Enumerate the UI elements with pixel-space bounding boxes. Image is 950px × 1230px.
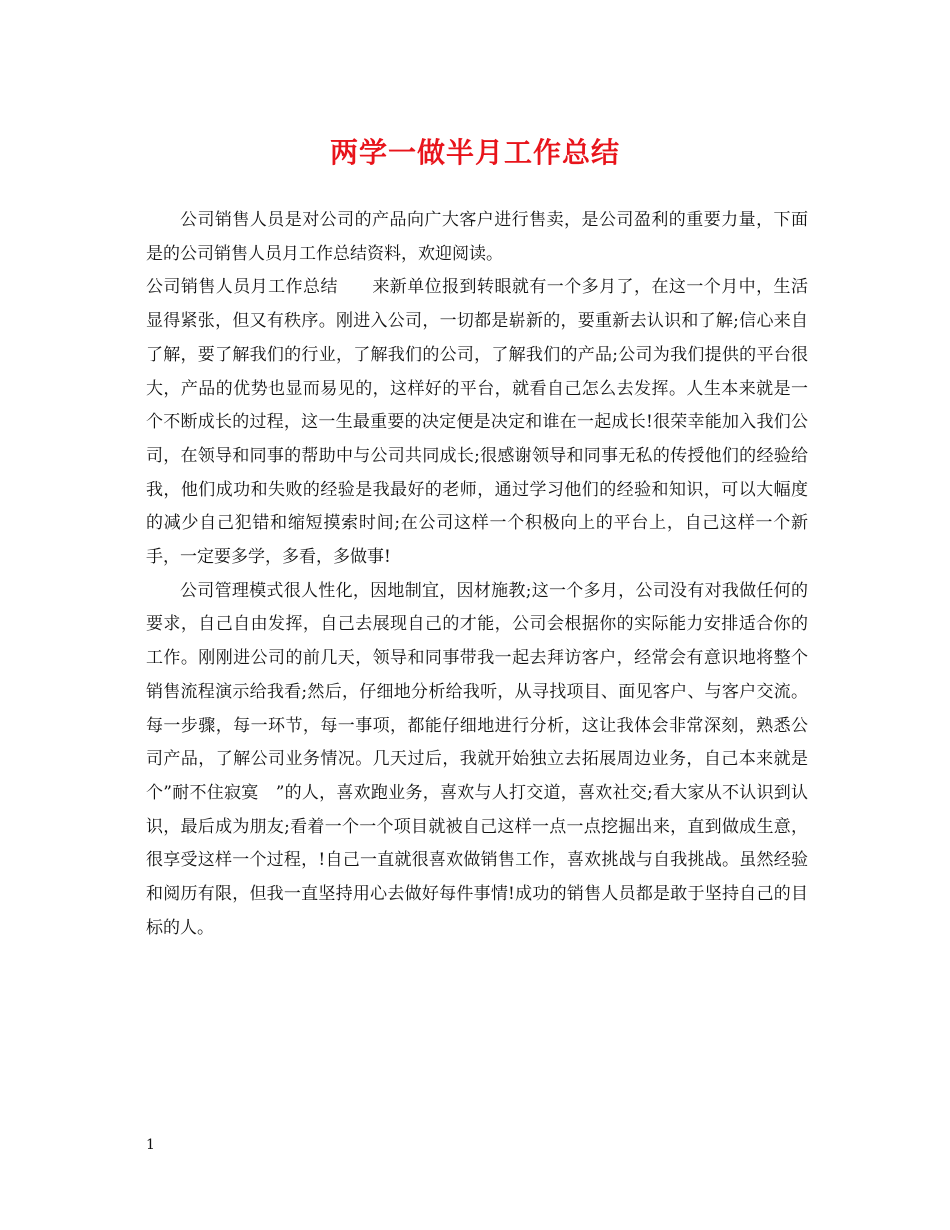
document-title: 两学一做半月工作总结: [329, 136, 620, 169]
management-paragraph: 公司管理模式很人性化，因地制宜，因材施教;这一个多月，公司没有对我做任何的要求，自己自由发挥，自己去展现自己的才能，公司会根据你的实际能力安排适合你的工作。刚刚进公司的前几天，领导和同事带我一起去拜访客户，经常会有意识地将整个销售流程演示给我看;然后，仔细地分析给我听，从寻找项目、面见客户、与客户交流。每一步骤，每一环节，每一事项，都能仔细地进行分析，这让我体会非常深刻，熟悉公司产品，了解公司业务情况。几天过后，我就开始独立去拓展周边业务，自己本来就是个”耐不住寂寞 ”的人，喜欢跑业务，喜欢与人打交道，喜欢社交;看大家从不认识到认识，最后成为朋友;看着一个一个项目就被自己这样一点一点挖掘出来，直到做成生意，很享受这样一个过程，!自己一直就很喜欢做销售工作，喜欢挑战与自我挑战。虽然经验和阅历有限，但我一直坚持用心去做好每件事情!成功的销售人员都是敢于坚持自己的目标的人。: [146, 580, 808, 938]
section-heading: 公司销售人员月工作总结: [146, 277, 338, 298]
page-number: 1: [146, 1137, 155, 1153]
summary-paragraph: [146, 271, 808, 574]
document-body: [146, 204, 808, 945]
paragraph-1-text: 来新单位报到转眼就有一个多月了，在这一个月中，生活显得紧张，但又有秩序。刚进入公司，一切都是崭新的，要重新去认识和了解;信心来自了解，要了解我们的行业，了解我们的公司，了解我们的产品;公司为我们提供的平台很大，产品的优势也显而易见的，这样好的平台，就看自己怎么去发挥。人生本来就是一个不断成长的过程，这一生最重要的决定便是决定和谁在一起成长!很荣幸能加入我们公司，在领导和同事的帮助中与公司共同成长;很感谢领导和同事无私的传授他们的经验给我，他们成功和失败的经验是我最好的老师，通过学习他们的经验和知识，可以大幅度的减少自己犯错和缩短摸索时间;在公司这样一个积极向上的平台上，自己这样一个新手，一定要多学，多看，多做事!: [146, 277, 809, 568]
intro-paragraph: 公司销售人员是对公司的产品向广大客户进行售卖，是公司盈利的重要力量，下面是的公司销售人员月工作总结资料，欢迎阅读。: [146, 210, 808, 264]
